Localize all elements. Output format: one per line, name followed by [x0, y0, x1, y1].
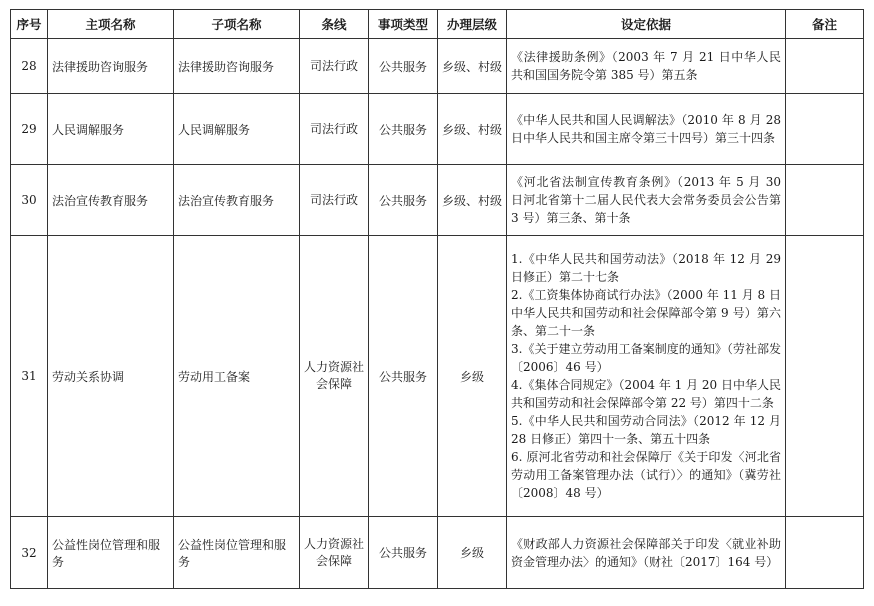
- basis-item: 6. 原河北省劳动和社会保障厅《关于印发〈河北省劳动用工备案管理办法（试行）〉的通知》（冀劳社〔2008〕48 号）: [511, 450, 781, 500]
- department-line: 司法行政: [300, 39, 369, 94]
- handling-level: 乡级: [438, 236, 507, 517]
- row-number: 32: [11, 517, 48, 589]
- main-item-name: 法治宣传教育服务: [48, 165, 174, 236]
- row-number: 29: [11, 94, 48, 165]
- row-number: 30: [11, 165, 48, 236]
- header-basis: 设定依据: [507, 10, 786, 39]
- row-number: 31: [11, 236, 48, 517]
- item-type: 公共服务: [369, 165, 438, 236]
- basis-item: 2.《工资集体协商试行办法》（2000 年 11 月 8 日中华人民共和国劳动和社会保障部令第 9 号）第六条、第二十一条: [511, 288, 781, 338]
- handling-level: 乡级、村级: [438, 165, 507, 236]
- handling-level: 乡级、村级: [438, 39, 507, 94]
- services-table: [10, 9, 864, 589]
- department-line: 司法行政: [300, 94, 369, 165]
- department-line: 司法行政: [300, 165, 369, 236]
- legal-basis: [507, 165, 786, 236]
- department-line: 人力资源社会保障: [300, 517, 369, 589]
- sub-item-name: 公益性岗位管理和服务: [174, 517, 300, 589]
- header-level: 办理层级: [438, 10, 507, 39]
- basis-item: 1.《中华人民共和国劳动法》（2018 年 12 月 29 日修正）第二十七条: [511, 252, 781, 284]
- sub-item-name: 人民调解服务: [174, 94, 300, 165]
- row-number: 28: [11, 39, 48, 94]
- table-row: [11, 517, 864, 589]
- department-line: 人力资源社会保障: [300, 236, 369, 517]
- table-row: [11, 94, 864, 165]
- remarks: [786, 39, 864, 94]
- item-type: 公共服务: [369, 236, 438, 517]
- main-item-name: 人民调解服务: [48, 94, 174, 165]
- header-line: 条线: [300, 10, 369, 39]
- handling-level: 乡级、村级: [438, 94, 507, 165]
- item-type: 公共服务: [369, 517, 438, 589]
- main-item-name: 劳动关系协调: [48, 236, 174, 517]
- header-main: 主项名称: [48, 10, 174, 39]
- basis-text: 《财政部人力资源社会保障部关于印发〈就业补助资金管理办法〉的通知》（财社〔2017〕164 号）: [511, 536, 781, 569]
- sub-item-name: 法律援助咨询服务: [174, 39, 300, 94]
- table-row: [11, 39, 864, 94]
- legal-basis: [507, 39, 786, 94]
- main-item-name: 公益性岗位管理和服务: [48, 517, 174, 589]
- basis-item: 3.《关于建立劳动用工备案制度的通知》（劳社部发〔2006〕46 号）: [511, 342, 781, 374]
- remarks: [786, 94, 864, 165]
- table-row: [11, 236, 864, 517]
- header-type: 事项类型: [369, 10, 438, 39]
- legal-basis: [507, 517, 786, 589]
- sub-item-name: 劳动用工备案: [174, 236, 300, 517]
- table-row: [11, 165, 864, 236]
- sub-item-name: 法治宣传教育服务: [174, 165, 300, 236]
- main-item-name: 法律援助咨询服务: [48, 39, 174, 94]
- handling-level: 乡级: [438, 517, 507, 589]
- legal-basis: [507, 94, 786, 165]
- basis-text: 《中华人民共和国人民调解法》（2010 年 8 月 28 日中华人民共和国主席令第三十四号）第三十四条: [511, 113, 781, 145]
- header-note: 备注: [786, 10, 864, 39]
- remarks: [786, 165, 864, 236]
- header-sub: 子项名称: [174, 10, 300, 39]
- item-type: 公共服务: [369, 39, 438, 94]
- item-type: 公共服务: [369, 94, 438, 165]
- header-no: 序号: [11, 10, 48, 39]
- basis-text: 《法律援助条例》（2003 年 7 月 21 日中华人民共和国国务院令第 385 号）第五条: [511, 50, 781, 82]
- basis-item: 5.《中华人民共和国劳动合同法》（2012 年 12 月 28 日修正）第四十一条、第五十四条: [511, 414, 781, 446]
- remarks: [786, 517, 864, 589]
- basis-text: 《河北省法制宣传教育条例》（2013 年 5 月 30 日河北省第十二届人民代表大会常务委员会公告第 3 号）第三条、第十条: [511, 175, 781, 225]
- remarks: [786, 236, 864, 517]
- header-row: [11, 10, 864, 39]
- basis-item: 4.《集体合同规定》（2004 年 1 月 20 日中华人民共和国劳动和社会保障部令第 22 号）第四十二条: [511, 378, 781, 410]
- legal-basis: [507, 236, 786, 517]
